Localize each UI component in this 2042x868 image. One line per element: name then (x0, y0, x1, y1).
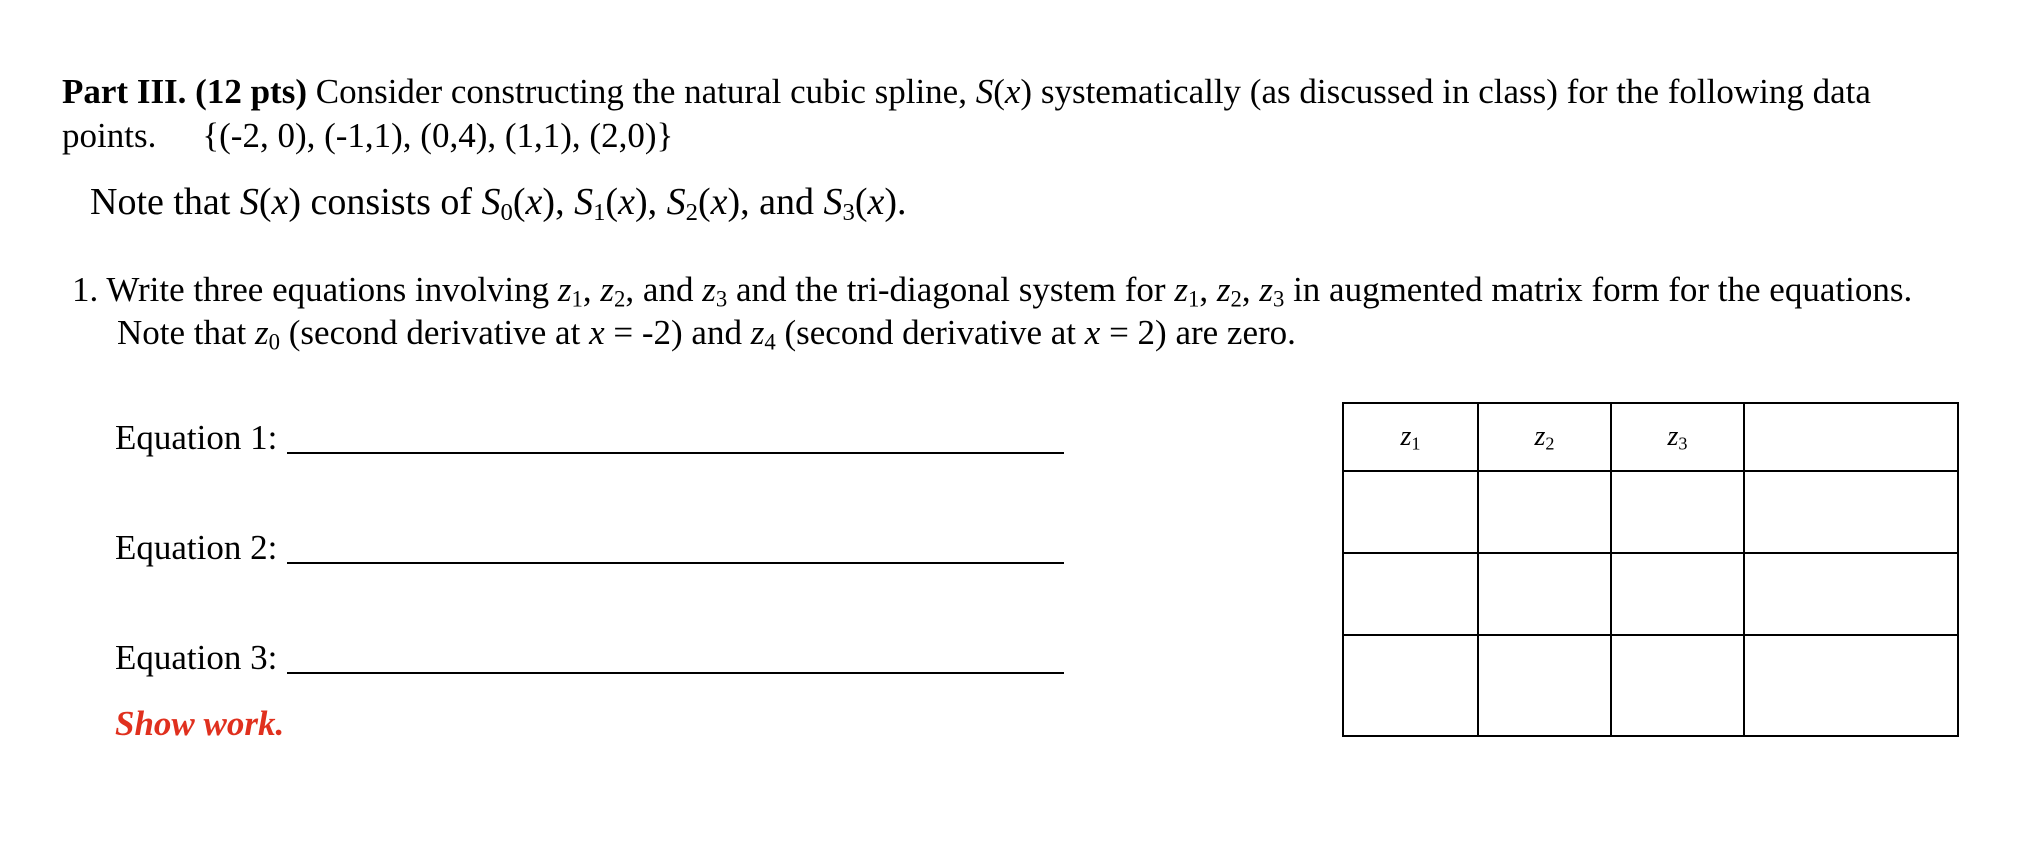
matrix-cell[interactable] (1343, 553, 1478, 635)
matrix-cell[interactable] (1478, 553, 1611, 635)
augmented-matrix-table (1342, 402, 1959, 737)
matrix-cell[interactable] (1611, 553, 1744, 635)
equation-3-row (115, 636, 1064, 680)
matrix-cell[interactable] (1611, 471, 1744, 553)
equation-1-label: Equation 1: (115, 418, 278, 457)
equation-1-blank[interactable] (287, 416, 1064, 454)
matrix-header-rhs (1744, 403, 1958, 471)
part-heading-line: Part III. (12 pts) Consider constructing the natural cubic spline, S(x) systematically (as discussed in class) for the following data (62, 72, 1871, 111)
matrix-header-z3: $z_3$ (1611, 403, 1744, 471)
question-1-line-1: 1. Write three equations involving $z_1$, $z_2$, and $z_3$ and the tri-diagonal system for $z_1$, $z_2$, $z_3$ in augmented matrix form for the equations. (72, 270, 1913, 312)
points-word: points. (62, 116, 157, 155)
part-intro-rest: systematically (as discussed in class) for the following data (1032, 72, 1871, 111)
matrix-cell[interactable] (1343, 471, 1478, 553)
equation-2-row (115, 526, 1064, 570)
part-intro-text: Consider constructing the natural cubic spline, (306, 72, 976, 111)
data-points-line (62, 114, 673, 158)
part-title: Part III. (12 pts) (62, 72, 307, 111)
matrix-row (1343, 553, 1958, 635)
equation-3-blank[interactable] (287, 636, 1064, 674)
points-set: {(-2, 0), (-1,1), (0,4), (1,1), (2,0)} (202, 116, 674, 155)
matrix-row (1343, 635, 1958, 736)
matrix-row (1343, 471, 1958, 553)
spline-note: Note that S(x) consists of $S_0(x)$, $S_1(x)$, $S_2(x)$, and $S_3(x)$. (90, 181, 907, 227)
matrix-cell[interactable] (1343, 635, 1478, 736)
matrix-header-z1: $z_1$ (1343, 403, 1478, 471)
equation-1-row (115, 416, 1064, 460)
matrix-header-row (1343, 403, 1958, 471)
show-work-note: Show work. (115, 704, 285, 743)
matrix-cell[interactable] (1744, 635, 1958, 736)
matrix-cell[interactable] (1478, 635, 1611, 736)
equation-2-blank[interactable] (287, 526, 1064, 564)
question-1-line-2: Note that $z_0$ (second derivative at x = -2) and $z_4$ (second derivative at x = 2) are zero. (117, 313, 1296, 355)
matrix-header-z2: $z_2$ (1478, 403, 1611, 471)
matrix-cell[interactable] (1478, 471, 1611, 553)
equation-2-label: Equation 2: (115, 528, 278, 567)
matrix-cell[interactable] (1611, 635, 1744, 736)
equation-3-label: Equation 3: (115, 638, 278, 677)
matrix-cell[interactable] (1744, 471, 1958, 553)
matrix-cell[interactable] (1744, 553, 1958, 635)
